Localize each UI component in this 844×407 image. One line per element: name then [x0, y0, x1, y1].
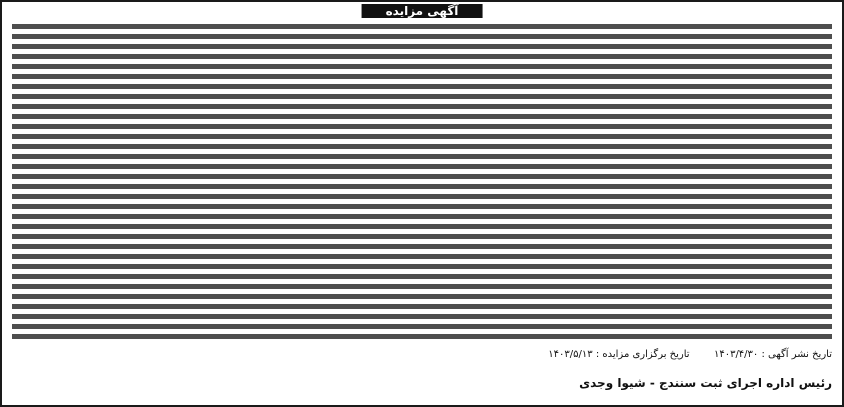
auction-date: ۱۴۰۳/۵/۱۳	[548, 349, 593, 360]
notice-header	[4, 4, 840, 18]
publication-date: ۱۴۰۳/۴/۳۰	[713, 349, 759, 360]
notice-title: آگهی مزایده	[362, 4, 483, 18]
signature-line: رئیس اداره اجرای ثبت سنندج - شیوا وجدی	[579, 376, 832, 390]
notice-body-text	[12, 22, 832, 340]
auction-date-label: تاریخ برگزاری مزایده :	[595, 349, 690, 360]
publication-date-label: تاریخ نشر آگهی :	[761, 349, 832, 360]
notice-dates	[548, 349, 832, 360]
